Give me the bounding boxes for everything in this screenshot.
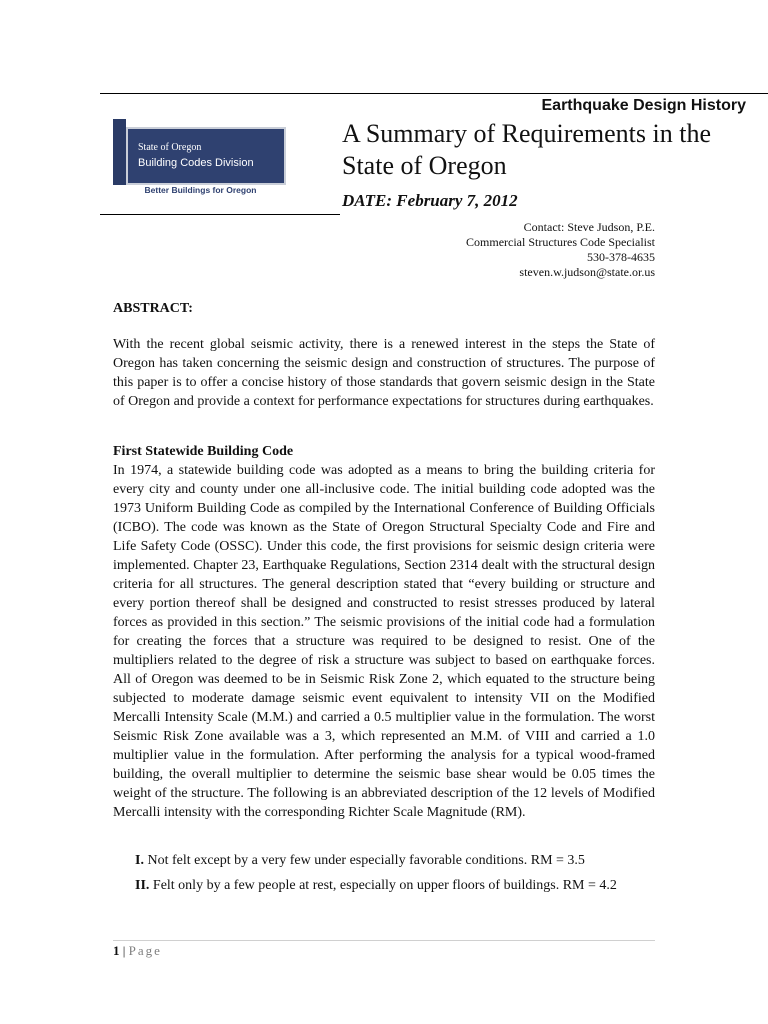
- mercalli-numeral: I.: [135, 853, 144, 868]
- document-date: DATE: February 7, 2012: [342, 191, 518, 210]
- page-number: 1: [113, 943, 120, 958]
- logo-shadow: [113, 119, 126, 185]
- contact-role: Commercial Structures Code Specialist: [466, 235, 655, 249]
- logo-line2: Building Codes Division: [138, 157, 254, 169]
- page-label: Page: [128, 943, 162, 958]
- mercalli-text: Felt only by a few people at rest, especially on upper floors of buildings. RM = 4.2: [149, 878, 617, 893]
- contact-phone: 530-378-4635: [587, 250, 655, 264]
- mercalli-item: [135, 878, 617, 894]
- contact-block: [466, 220, 655, 280]
- logo-box: [126, 127, 286, 185]
- logo-tagline: Better Buildings for Oregon: [144, 185, 257, 195]
- document-header-label: Earthquake Design History: [541, 97, 746, 114]
- document-title: A Summary of Requirements in the State of Oregon: [342, 119, 712, 180]
- abstract-heading: ABSTRACT:: [113, 301, 193, 316]
- mercalli-numeral: II.: [135, 878, 150, 893]
- section-heading: First Statewide Building Code: [113, 444, 294, 459]
- mercalli-item: [135, 853, 585, 869]
- logo-line1: State of Oregon: [138, 142, 202, 153]
- building-codes-division-logo: [113, 119, 289, 199]
- page-separator: |: [119, 943, 129, 958]
- footer-rule: [113, 940, 655, 941]
- contact-email: steven.w.judson@state.or.us: [519, 265, 655, 279]
- mercalli-text: Not felt except by a very few under especially favorable conditions. RM = 3.5: [143, 853, 585, 868]
- page-footer: [113, 943, 162, 959]
- logo-underline: [100, 214, 340, 215]
- header-rule: [100, 93, 768, 94]
- contact-name: Contact: Steve Judson, P.E.: [523, 220, 655, 234]
- section-paragraph: In 1974, a statewide building code was adopted as a means to bring the building criteria for every city and county under one all-inclusive code. The initial building code adopted was the 1973 Uniform Building Code as compiled by the International Conference of Building Officials (ICBO). The code was known as the State of Oregon Structural Specialty Code and Fire and Life Safety Code (OSSC). Under this code, the first provisions for seismic design criteria were implemented. Chapter 23, Earthquake Regulations, Section 2314 dealt with the structural design criteria for all structures. The general description stated that “every building or structure and every portion thereof shall be designed and constructed to resist stresses produced by lateral forces as provided in this section.” The seismic provisions of the initial code had a formulation for creating the forces that a structure was required to be designed to resist. One of the multipliers related to the degree of risk a structure was subject to based on earthquake forces. All of Oregon was deemed to be in Seismic Risk Zone 2, which equated to the structure being subjected to moderate damage seismic event equivalent to intensity VII on the Modified Mercalli Intensity Scale (M.M.) and carried a 0.5 multiplier value in the formulation. The worst Seismic Risk Zone available was a 3, which represented an M.M. of VIII and carried a 1.0 multiplier value in the formulation. After performing the analysis for a typical wood-framed building, the overall multiplier to determine the seismic base shear would be 0.05 times the weight of the structure. The following is an abbreviated description of the 12 levels of Modified Mercalli intensity with the corresponding Richter Scale Magnitude (RM).: [113, 463, 655, 820]
- abstract-paragraph: With the recent global seismic activity, there is a renewed interest in the steps the State of Oregon has taken concerning the seismic design and construction of structures. The purpose of this paper is to offer a concise history of those standards that govern seismic design in the State of Oregon and provide a context for performance expectations for structures during earthquakes.: [113, 337, 655, 409]
